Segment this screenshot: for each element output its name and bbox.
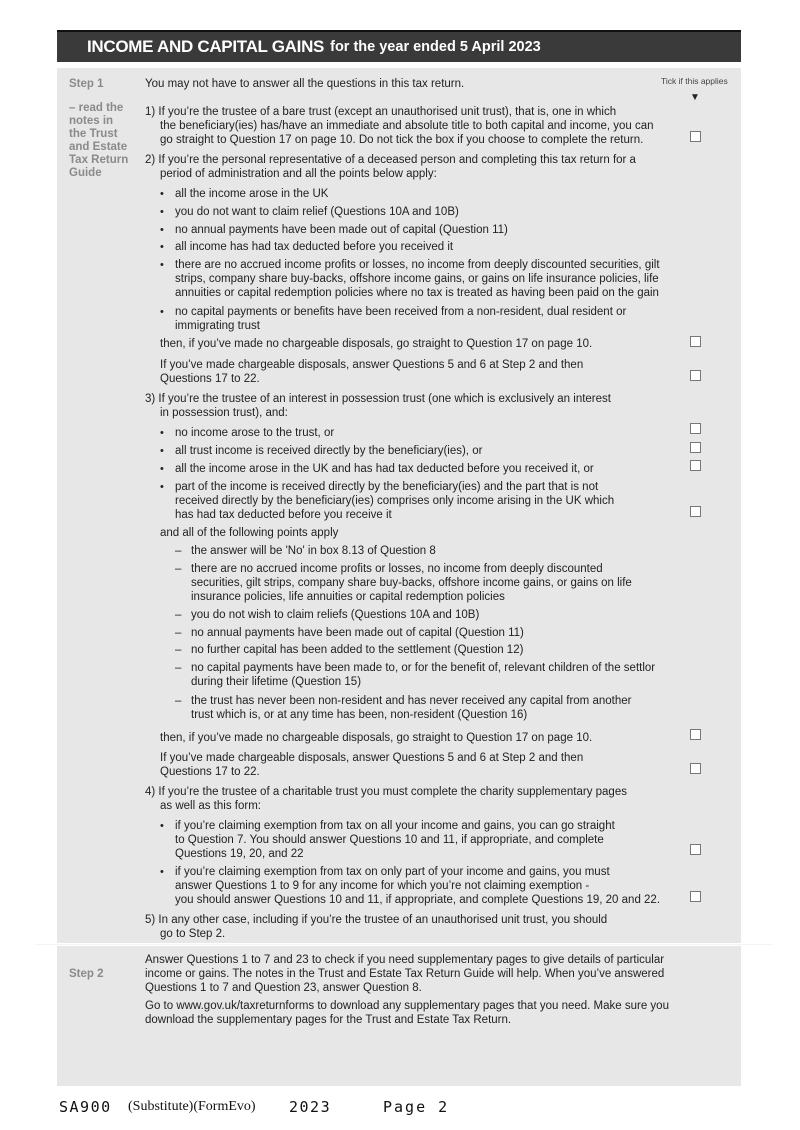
- q3-bullet: • all the income arose in the UK and has had tax deducted before you received it, or: [175, 462, 594, 476]
- tick-header: Tick if this applies: [661, 76, 728, 86]
- q1-line: go straight to Question 17 on page 10. Do not tick the box if you choose to complete the return.: [160, 134, 644, 146]
- q2-bullet: • all income has had tax deducted before you received it: [175, 240, 453, 254]
- q2-bullet: • all the income arose in the UK: [175, 187, 328, 201]
- q4-line: as well as this form:: [160, 800, 261, 812]
- footer-year: 2023: [289, 1098, 332, 1116]
- q3-dash: – the trust has never been non-resident and has never received any capital from another: [191, 694, 631, 708]
- q4-line: 4) If you’re the trustee of a charitable trust you must complete the charity supplementary pages: [145, 786, 627, 798]
- q3-bullet-cont: has had tax deducted before you receive it: [175, 509, 392, 521]
- q3-checkbox[interactable]: [690, 442, 701, 453]
- q2-bullet: • you do not want to claim relief (Questions 10A and 10B): [175, 205, 459, 219]
- q5-line: go to Step 2.: [160, 928, 226, 940]
- q3-checkbox[interactable]: [690, 460, 701, 471]
- q4-checkbox[interactable]: [690, 844, 701, 855]
- q2-checkbox-disposals[interactable]: [690, 370, 701, 381]
- q4-checkbox[interactable]: [690, 891, 701, 902]
- divider: [35, 944, 773, 945]
- q5-line: 5) In any other case, including if you’re the trustee of an unauthorised unit trust, you should: [145, 914, 608, 926]
- q4-bullet-cont: Questions 19, 20, and 22: [175, 848, 304, 860]
- footer-form-sub: (Substitute)(FormEvo): [128, 1099, 256, 1114]
- q3-dash-cont: securities, gilt strips, company share buy-backs, offshore income gains, or gains on life: [191, 577, 632, 589]
- step2-para1: Answer Questions 1 to 7 and 23 to check if you need supplementary pages to give details of particular: [145, 954, 665, 966]
- q1-checkbox[interactable]: [690, 131, 701, 142]
- q4-bullet: • if you’re claiming exemption from tax on all your income and gains, you can go straight: [175, 819, 615, 833]
- footer-page-number: Page 2: [383, 1098, 450, 1116]
- step2-para2: Go to www.gov.uk/taxreturnforms to download any supplementary pages that you need. Make sure you: [145, 1000, 669, 1012]
- q3-dash: – there are no accrued income profits or losses, no income from deeply discounted: [191, 562, 603, 576]
- q2-checkbox-no-disposals[interactable]: [690, 336, 701, 347]
- q3-if: If you’ve made chargeable disposals, answer Questions 5 and 6 at Step 2 and then: [160, 752, 584, 764]
- q2-if: Questions 17 to 22.: [160, 373, 260, 385]
- q3-dash: – no capital payments have been made to, or for the benefit of, relevant children of the settlor: [191, 661, 655, 675]
- q3-checkbox[interactable]: [690, 423, 701, 434]
- step1-side-note: – read the notes in the Trust and Estate Tax Return Guide: [69, 102, 129, 179]
- q1-line: the beneficiary(ies) has/have an immediate and absolute title to both capital and income, you can: [160, 120, 654, 132]
- q3-dash: – the answer will be 'No' in box 8.13 of Question 8: [191, 544, 436, 558]
- step1-intro: You may not have to answer all the questions in this tax return.: [145, 78, 465, 90]
- q3-dash: – you do not wish to claim reliefs (Questions 10A and 10B): [191, 608, 479, 622]
- q4-bullet-cont: you should answer Questions 10 and 11, if appropriate, and complete Questions 19, 20 and 22.: [175, 894, 661, 906]
- step1-label: Step 1: [69, 78, 104, 90]
- q3-line: in possession trust), and:: [160, 407, 288, 419]
- q3-checkbox-no-disposals[interactable]: [690, 729, 701, 740]
- q3-line: 3) If you’re the trustee of an interest in possession trust (one which is exclusively an interest: [145, 393, 611, 405]
- q4-bullet-cont: to Question 7. You should answer Questions 10 and 11, if appropriate, and complete: [175, 834, 604, 846]
- q3-bullet: • no income arose to the trust, or: [175, 426, 334, 440]
- q4-bullet-cont: answer Questions 1 to 9 for any income for which you’re not claiming exemption -: [175, 880, 590, 892]
- footer-form-code: SA900: [59, 1098, 112, 1116]
- q3-bullet-cont: received directly by the beneficiary(ies) comprises only income arising in the UK which: [175, 495, 615, 507]
- q2-bullet-cont: annuities or capital redemption policies where no tax is treated as having been paid on the gain: [175, 287, 659, 299]
- q3-checkbox-disposals[interactable]: [690, 763, 701, 774]
- q3-dash: – no annual payments have been made out of capital (Question 11): [191, 626, 524, 640]
- q2-bullet-cont: strips, company share buy-backs, offshore income gains, or gains on life insurance policies, life: [175, 273, 659, 285]
- step2-para1: income or gains. The notes in the Trust and Estate Tax Return Guide will help. When you’ve answered: [145, 968, 665, 980]
- q3-checkbox[interactable]: [690, 506, 701, 517]
- q3-and: and all of the following points apply: [160, 527, 339, 539]
- step2-para2: download the supplementary pages for the Trust and Estate Tax Return.: [145, 1014, 512, 1026]
- q2-bullet-cont: immigrating trust: [175, 320, 260, 332]
- page-header: [57, 30, 741, 62]
- q3-dash-cont: during their lifetime (Question 15): [191, 676, 362, 688]
- q3-bullet: • all trust income is received directly by the beneficiary(ies), or: [175, 444, 482, 458]
- q4-bullet: • if you’re claiming exemption from tax on only part of your income and gains, you must: [175, 865, 610, 879]
- q3-then: then, if you’ve made no chargeable disposals, go straight to Question 17 on page 10.: [160, 732, 593, 744]
- step2-para1: Questions 1 to 7 and Question 23, answer Question 8.: [145, 982, 422, 994]
- header-subtitle: for the year ended 5 April 2023: [330, 39, 541, 55]
- q3-dash-cont: insurance policies, life annuities or capital redemption policies: [191, 591, 505, 603]
- q3-dash-cont: trust which is, or at any time has been, non-resident (Question 16): [191, 709, 528, 721]
- q1-line: 1) If you’re the trustee of a bare trust (except an unauthorised unit trust), that is, one in which: [145, 106, 617, 118]
- step2-label: Step 2: [69, 968, 104, 980]
- q2-line: period of administration and all the points below apply:: [160, 168, 437, 180]
- q2-bullet: • no capital payments or benefits have been received from a non-resident, dual resident or: [175, 305, 626, 319]
- header-title: INCOME AND CAPITAL GAINS: [87, 37, 325, 56]
- q2-line: 2) If you’re the personal representative of a deceased person and completing this tax return for a: [145, 154, 636, 166]
- q2-if: If you’ve made chargeable disposals, answer Questions 5 and 6 at Step 2 and then: [160, 359, 584, 371]
- q3-if: Questions 17 to 22.: [160, 766, 260, 778]
- q2-bullet: • there are no accrued income profits or losses, no income from deeply discounted securities, gilt: [175, 258, 660, 272]
- q2-bullet: • no annual payments have been made out of capital (Question 11): [175, 223, 508, 237]
- q2-then: then, if you’ve made no chargeable disposals, go straight to Question 17 on page 10.: [160, 338, 593, 350]
- q3-dash: – no further capital has been added to the settlement (Question 12): [191, 643, 523, 657]
- arrow-down-icon: ▼: [690, 92, 700, 103]
- q3-bullet: • part of the income is received directly by the beneficiary(ies) and the part that is not: [175, 480, 598, 494]
